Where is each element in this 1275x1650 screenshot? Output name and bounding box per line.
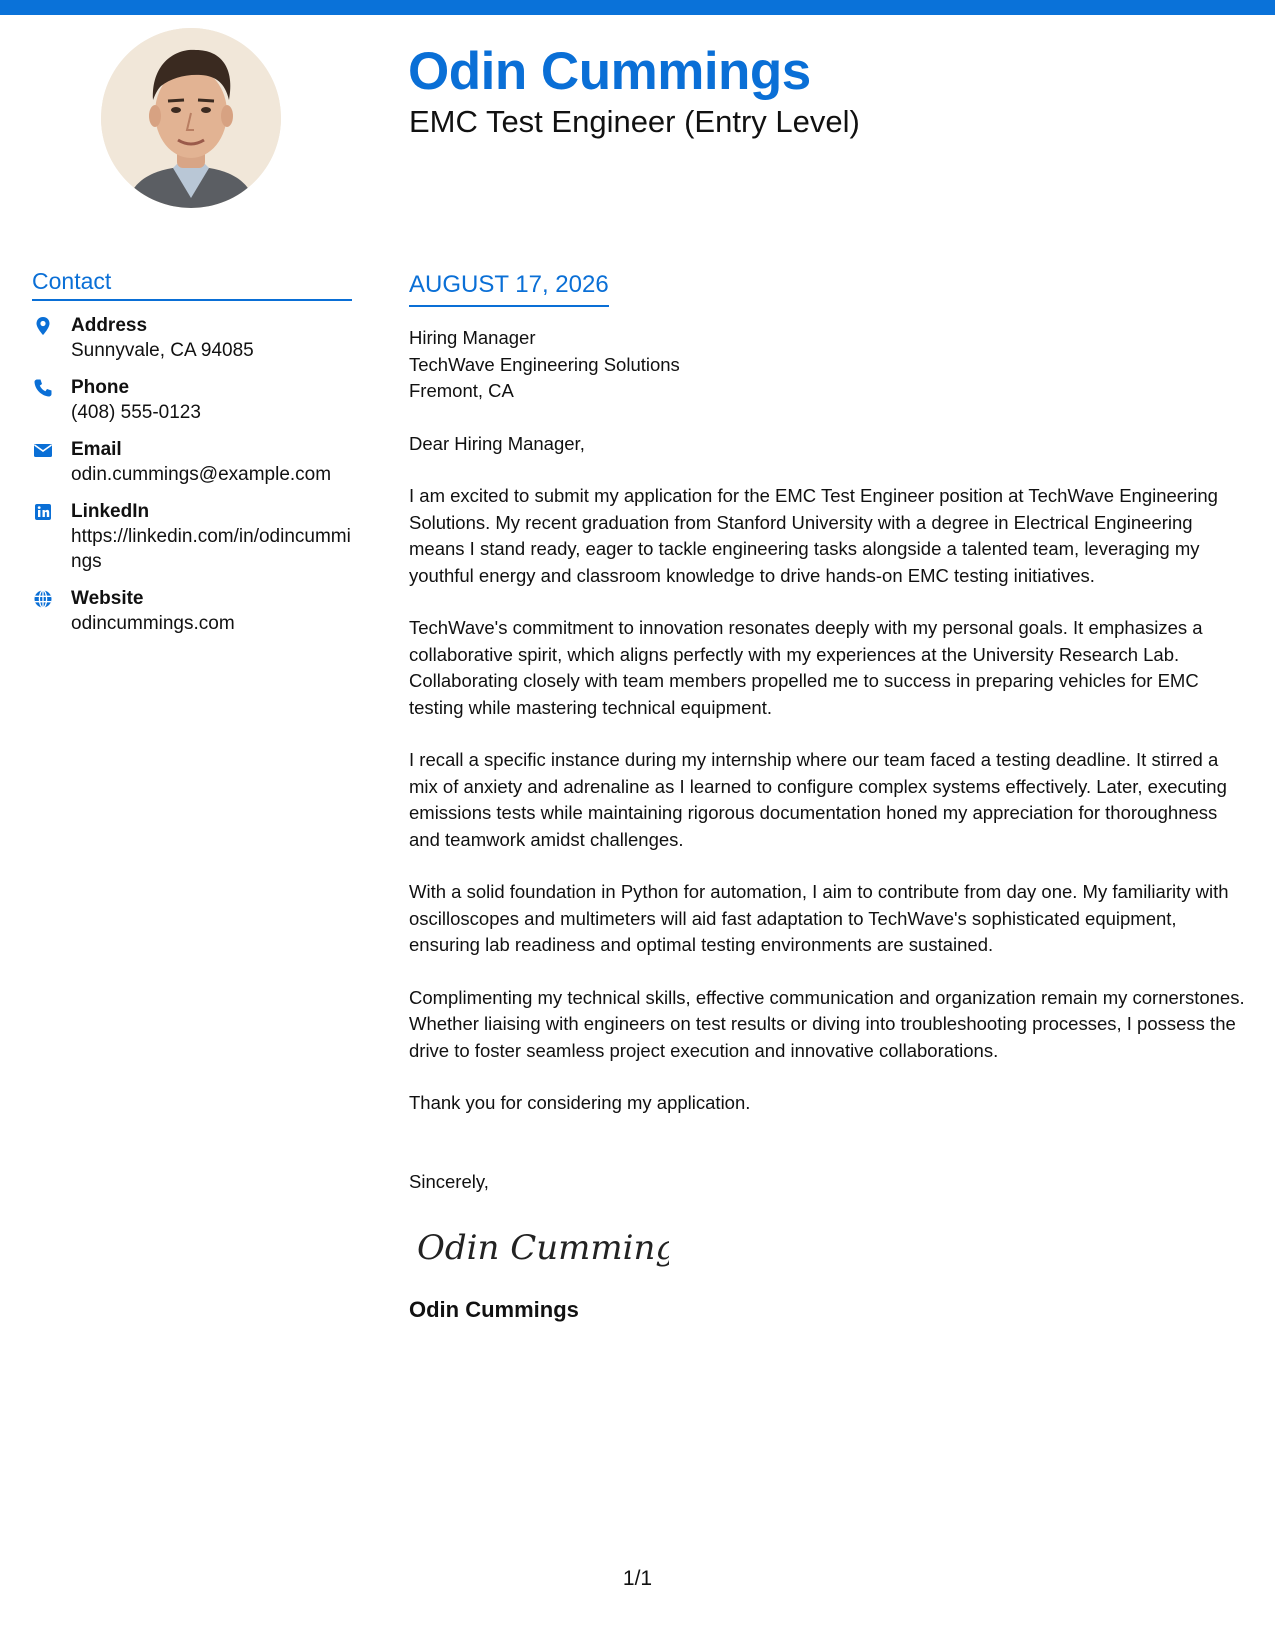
page-number: 1/1 xyxy=(622,1567,653,1590)
map-pin-icon xyxy=(32,315,54,337)
applicant-name: Odin Cummings xyxy=(408,42,811,101)
profile-photo xyxy=(101,28,281,208)
contact-label: Address xyxy=(71,315,148,336)
portrait-image xyxy=(101,28,281,208)
letter-paragraph: Thank you for considering my application. xyxy=(409,1092,751,1113)
contact-value: Sunnyvale, CA 94085 xyxy=(71,340,254,361)
contact-sidebar xyxy=(32,266,352,636)
letter-body xyxy=(409,268,1249,1325)
recipient-line: Fremont, CA xyxy=(409,380,514,401)
job-title: EMC Test Engineer (Entry Level) xyxy=(409,104,860,139)
globe-icon xyxy=(32,588,54,610)
recipient-line: Hiring Manager xyxy=(409,327,536,348)
contact-label: Website xyxy=(71,588,144,609)
salutation: Dear Hiring Manager, xyxy=(409,432,585,454)
contact-value[interactable]: odin.cummings@example.com xyxy=(71,464,332,485)
letter-paragraph: I am excited to submit my application for the EMC Test Engineer position at TechWave Engineering Solutions. My recent graduation from Stanford University with a degree in Electrical Engineering means I stand ready, eager to tackle engineering tasks alongside a talented team, leveraging my youthful energy and classroom knowledge to drive hands-on EMC testing initiatives. xyxy=(409,485,1218,586)
closing: Sincerely, xyxy=(409,1170,489,1192)
recipient-block xyxy=(409,325,1249,405)
contact-phone xyxy=(32,375,352,425)
recipient-line: TechWave Engineering Solutions xyxy=(409,353,680,375)
contact-label: Email xyxy=(71,439,122,460)
letter-paragraph: With a solid foundation in Python for automation, I aim to contribute from day one. My familiarity with oscilloscopes and multimeters will aid fast adaptation to TechWave's sophisticated equipment, ensuring lab readiness and optimal testing environments are sustained. xyxy=(409,881,1229,955)
contact-label: Phone xyxy=(71,377,130,398)
phone-icon xyxy=(32,377,54,399)
handwritten-signature xyxy=(409,1217,1249,1277)
signer-name: Odin Cummings xyxy=(409,1297,579,1322)
contact-value[interactable]: odincummings.com xyxy=(71,613,235,634)
contact-label: LinkedIn xyxy=(71,501,150,522)
contact-value: (408) 555-0123 xyxy=(71,402,201,423)
envelope-icon xyxy=(32,439,54,461)
contact-website xyxy=(32,586,352,636)
letter-paragraph: I recall a specific instance during my internship where our team faced a testing deadline. It stirred a mix of anxiety and adrenaline as I learned to configure complex systems effectively. Later, executing emissions tests while maintaining rigorous documentation honed my appreciation for thoroughness and teamwork amidst challenges. xyxy=(409,749,1227,850)
contact-address xyxy=(32,313,352,363)
letter-paragraph: TechWave's commitment to innovation resonates deeply with my personal goals. It emphasizes a collaborative spirit, which aligns perfectly with my experiences at the University Research Lab. Collaborating closely with team members propelled me to success in preparing vehicles for EMC testing while mastering technical equipment. xyxy=(409,617,1203,718)
contact-linkedin xyxy=(32,499,352,574)
contact-email xyxy=(32,437,352,487)
top-accent-bar xyxy=(0,0,1275,15)
contact-value[interactable]: https://linkedin.com/in/odincummings xyxy=(71,526,351,572)
contact-heading: Contact xyxy=(32,266,352,301)
signature-text: Odin Cummings xyxy=(417,1228,669,1268)
letter-date: AUGUST 17, 2026 xyxy=(409,268,609,307)
linkedin-icon xyxy=(32,501,54,523)
letter-paragraph: Complimenting my technical skills, effective communication and organization remain my cornerstones. Whether liaising with engineers on test results or diving into troubleshooting processes, I possess the drive to foster seamless project execution and innovative collaborations. xyxy=(409,986,1245,1061)
